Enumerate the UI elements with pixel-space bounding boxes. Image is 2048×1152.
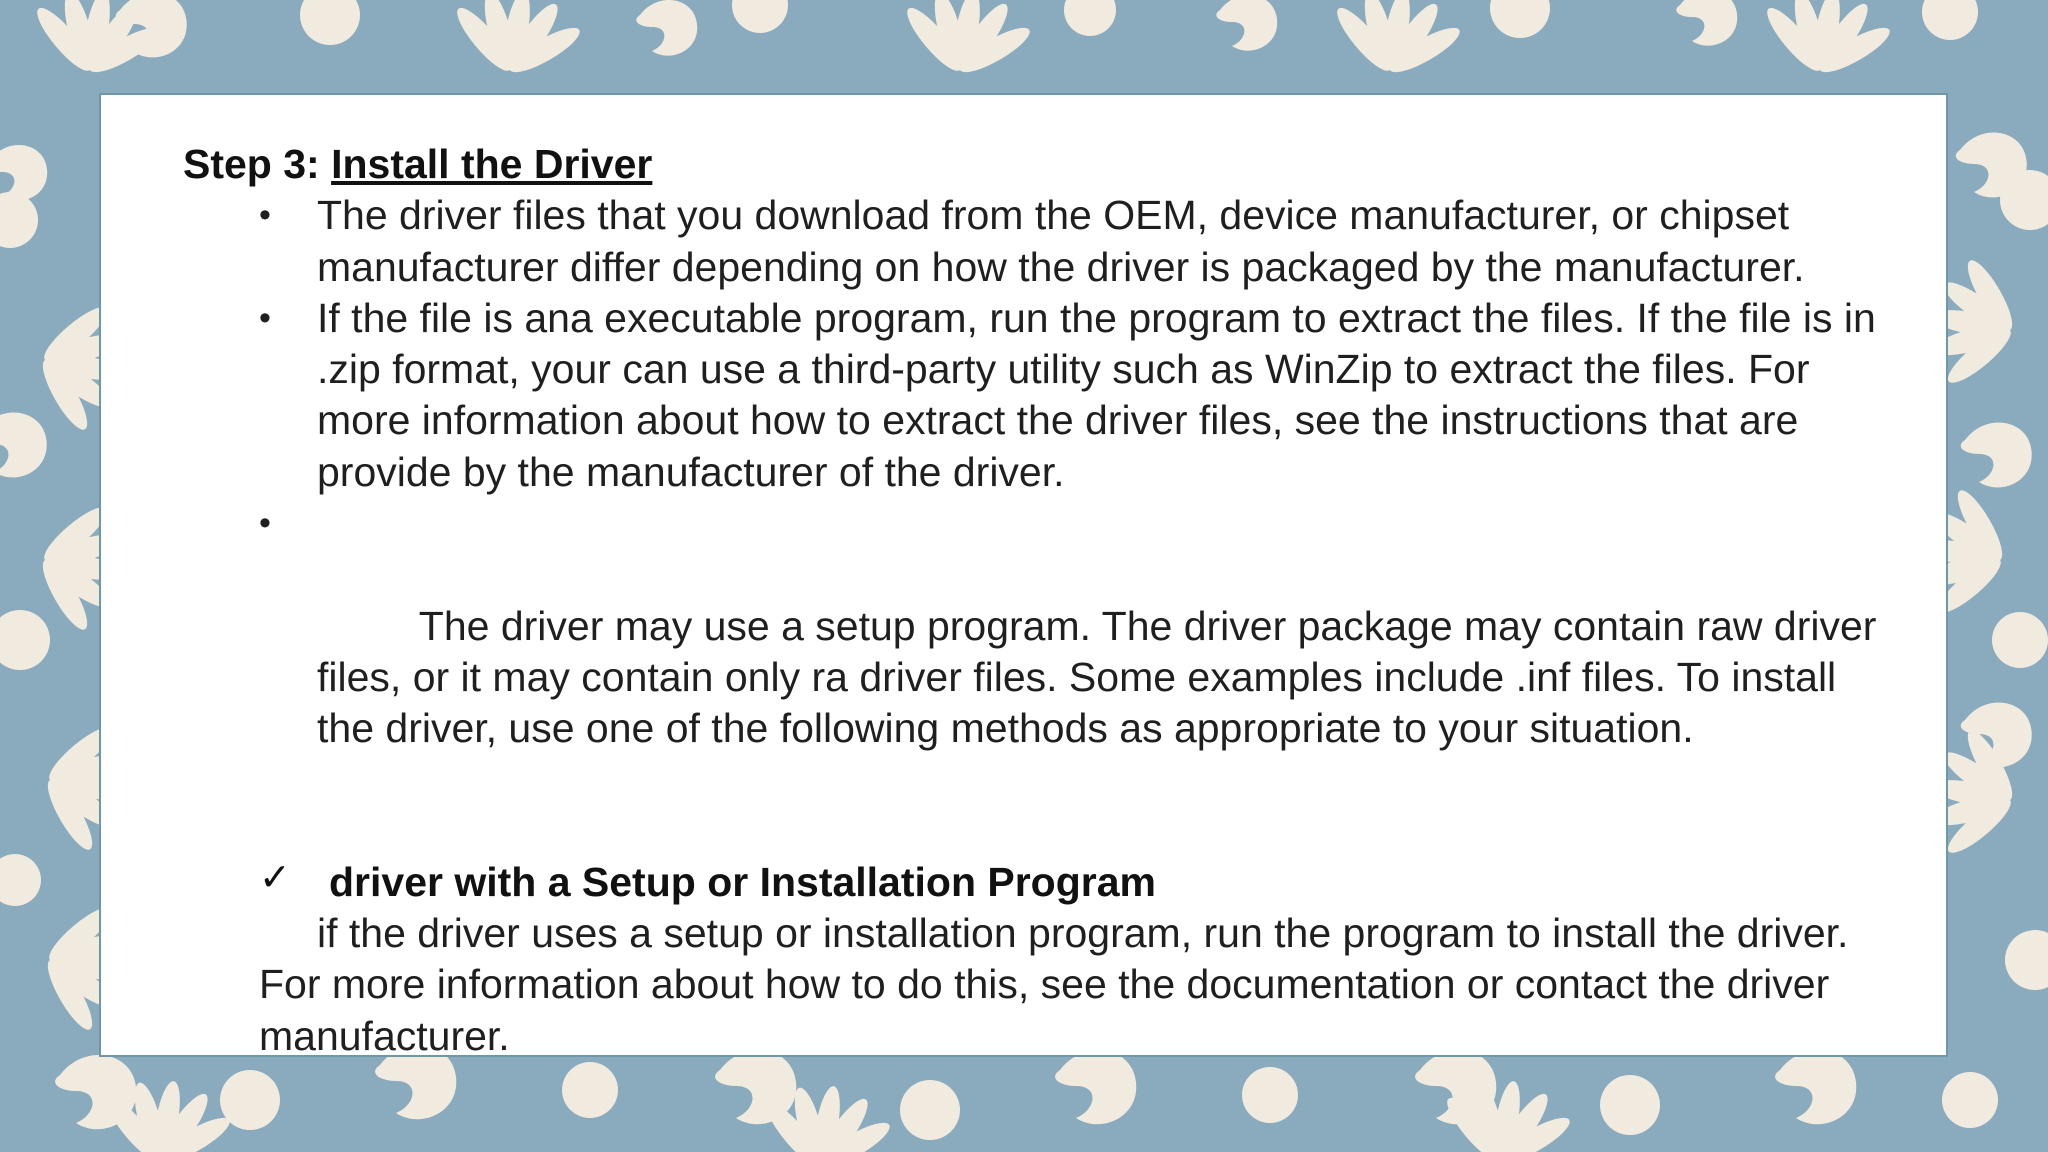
step-heading-title: Install the Driver [331,141,653,187]
slide-content [183,139,1888,1062]
check-icon: ✓ [259,856,291,899]
step-heading-prefix: Step 3: [183,141,332,187]
step-heading [183,139,1883,190]
bullet-dot-icon: • [259,504,271,543]
bullet-list [183,190,1888,806]
method-subheading-text: driver with a Setup or Installation Program [329,858,1156,905]
bullet-text: If the file is ana executable program, run the program to extract the files. If the file is in .zip format, your can use a third-party utility such as WinZip to extract the files. For more information about how to extract the driver files, see the instructions that are provide by the manufacturer of the driver. [317,294,1876,495]
method-paragraph: if the driver uses a setup or installation program, run the program to install the driver. For more information about how to do this, see the documentation or contact the driver manufacturer. [259,910,1849,1059]
bullet-text: The driver may use a setup program. The driver package may contain raw driver files, or it may contain only ra driver files. Some examples include .inf files. To install the driver, use one of the following methods as appropriate to your situation. [317,602,1888,752]
bullet-item [183,498,1888,806]
slide-card [99,93,1948,1057]
spacer [183,806,1883,857]
method-subheading [183,857,1883,908]
bullet-item [183,293,1877,498]
bullet-dot-icon: • [259,196,271,235]
bullet-text: The driver files that you download from the OEM, device manufacturer, or chipset manufacturer differ depending on how the driver is packaged by the manufacturer. [317,192,1805,290]
bullet-item [183,190,1877,293]
bullet-dot-icon: • [259,298,271,337]
